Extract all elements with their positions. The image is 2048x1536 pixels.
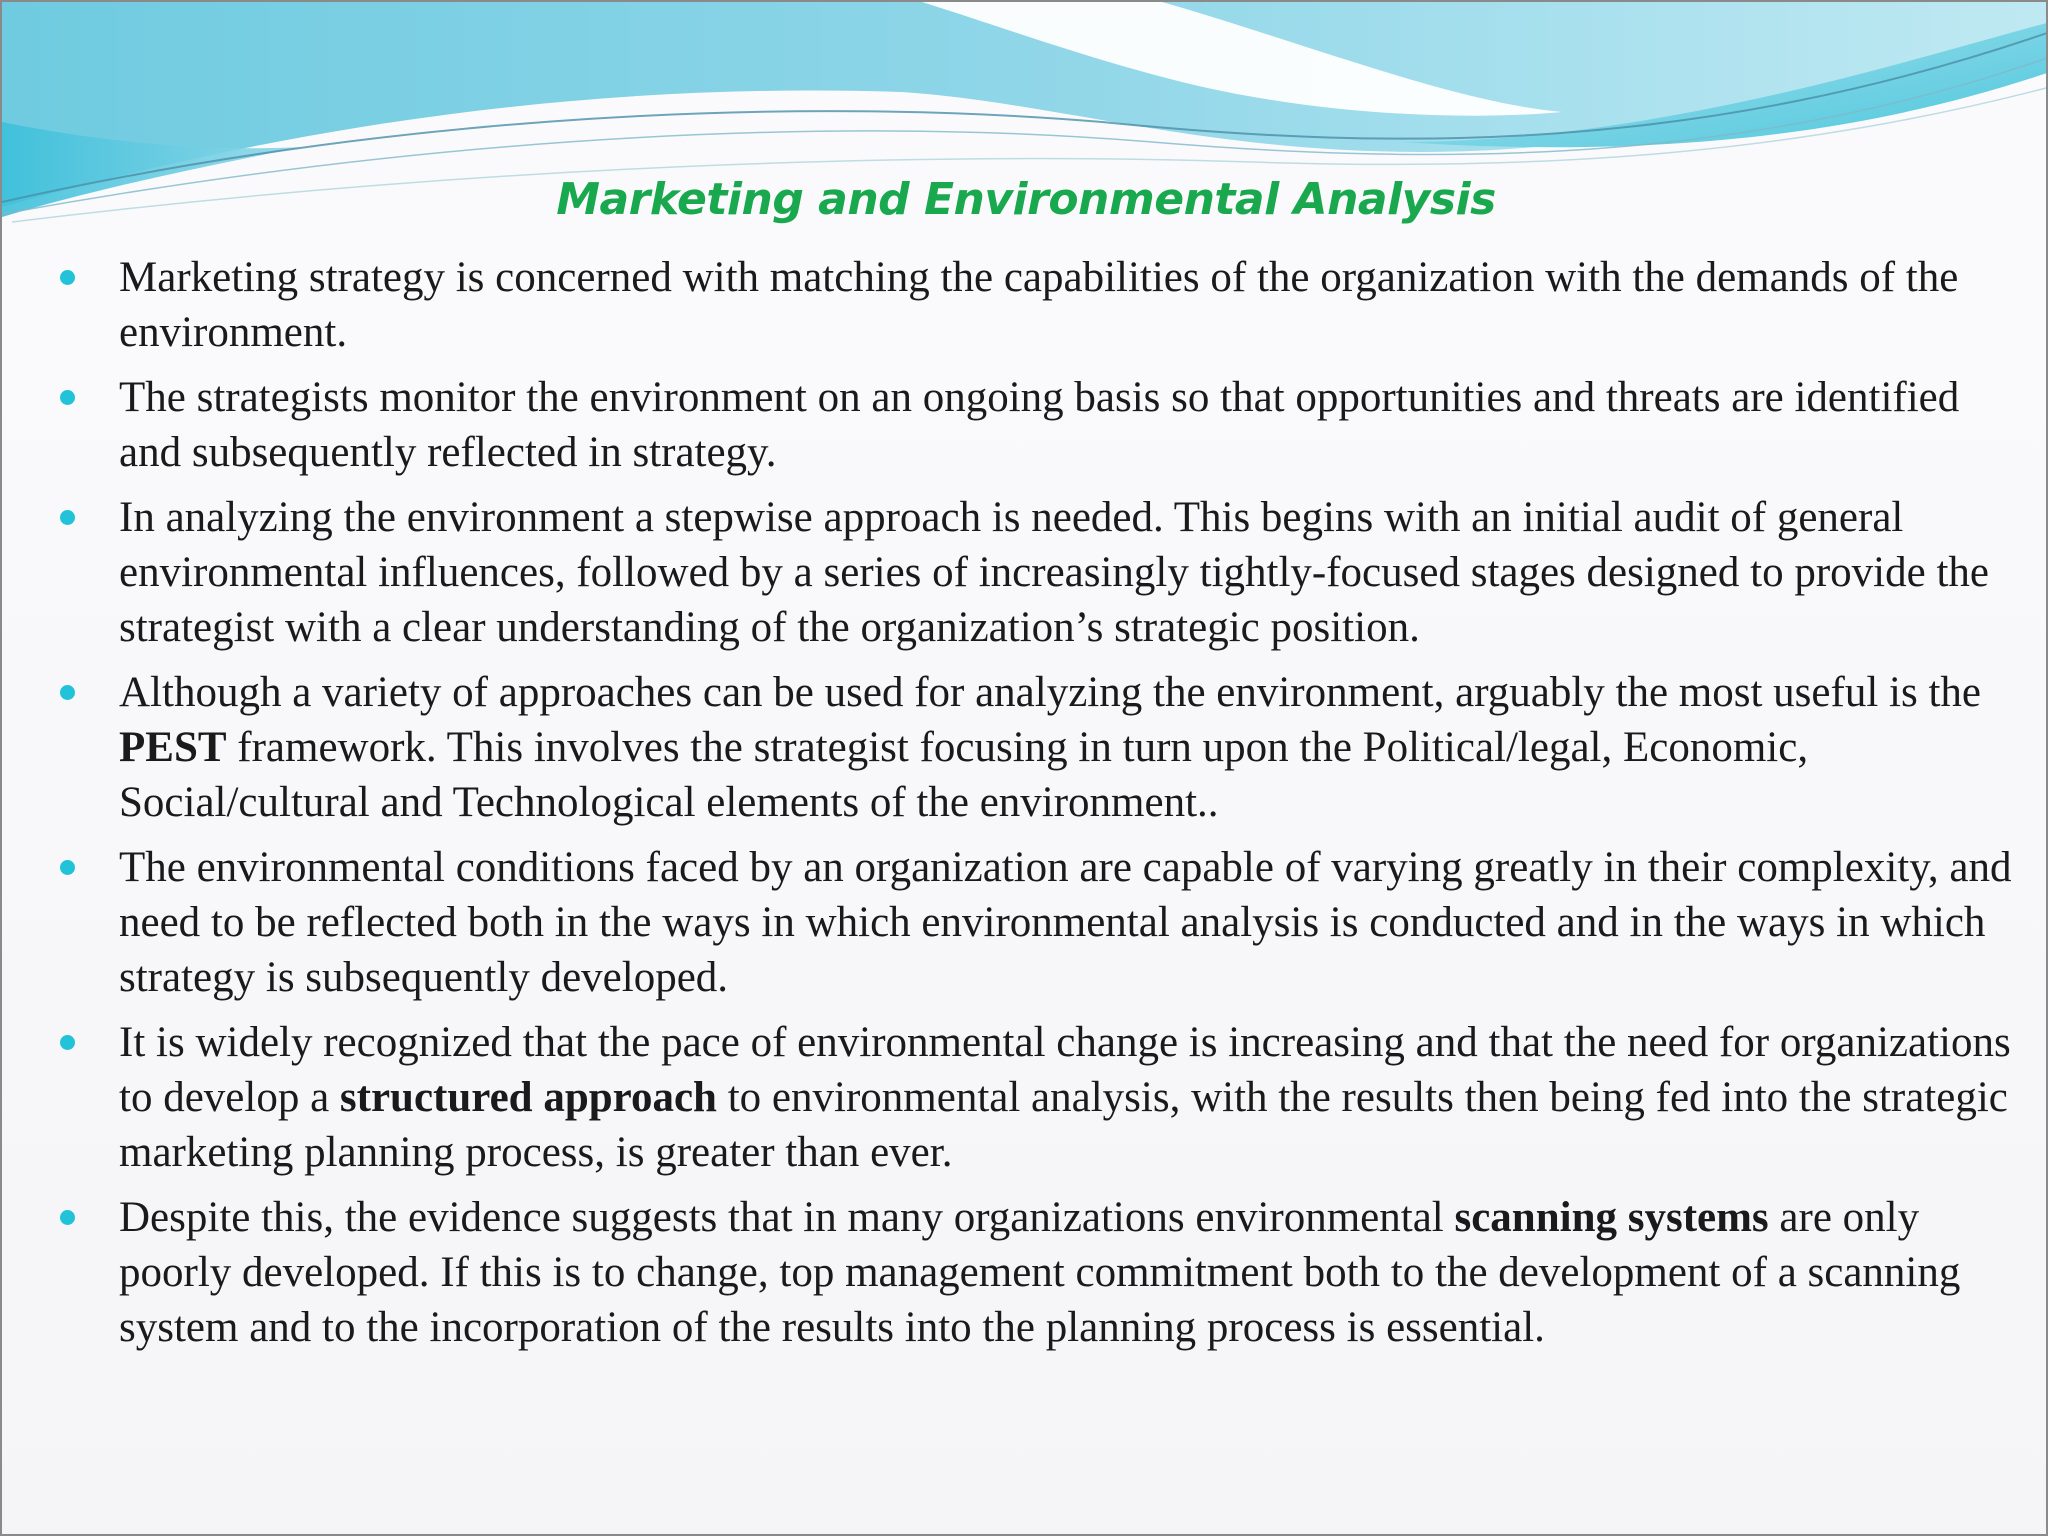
bullet-text: The strategists monitor the environment on an ongoing basis so that opportunities and threats are identified and subsequently reflected in strategy.: [119, 374, 1960, 476]
slide-title: Marketing and Environmental Analysis: [556, 174, 1496, 225]
bullet-item: [2, 840, 2048, 1005]
bullet-text: In analyzing the environment a stepwise approach is needed. This begins with an initial audit of general environmental influences, followed by a series of increasingly tightly-focused stages designed to provide the strategist with a clear understanding of the organization’s strategic position.: [119, 494, 1989, 651]
bullet-text: The environmental conditions faced by an organization are capable of varying greatly in their complexity, and need to be reflected both in the ways in which environmental analysis is conducted and in the ways in which strategy is subsequently developed.: [119, 844, 2012, 1001]
bullet-item: [2, 370, 2048, 480]
bullet-dot-icon: [60, 685, 75, 700]
bullet-dot-icon: [60, 510, 75, 525]
bullet-item: [2, 250, 2048, 360]
bold-term-structured-approach: structured approach: [339, 1074, 717, 1121]
bullet-item: [2, 1190, 2048, 1355]
bullet-text: Despite this, the evidence suggests that in many organizations environmental scanning systems are only poorly developed. If this is to change, top management commitment both to the development of a scanning system and to the incorporation of the results into the planning process is essential.: [119, 1194, 1961, 1351]
bullet-text: Although a variety of approaches can be used for analyzing the environment, arguably the most useful is the PEST framework. This involves the strategist focusing in turn upon the Political/legal, Economic, Social/cultural and Technological elements of the environment..: [119, 669, 1981, 826]
bullet-item: [2, 490, 2048, 655]
bullet-dot-icon: [60, 270, 75, 285]
bullet-item: [2, 1015, 2048, 1180]
bold-term-pest: PEST: [119, 724, 227, 771]
bullet-dot-icon: [60, 390, 75, 405]
bullet-dot-icon: [60, 1210, 75, 1225]
bullet-text: Marketing strategy is concerned with matching the capabilities of the organization with the demands of the environment.: [119, 254, 1959, 356]
bullet-dot-icon: [60, 860, 75, 875]
bullet-item: [2, 665, 2048, 830]
bullet-list: [2, 250, 2048, 1365]
bullet-text: It is widely recognized that the pace of environmental change is increasing and that the need for organizations to develop a structured approach to environmental analysis, with the results then being fed into the strategic marketing planning process, is greater than ever.: [119, 1019, 2011, 1176]
bold-term-scanning-systems: scanning systems: [1454, 1194, 1769, 1241]
bullet-dot-icon: [60, 1035, 75, 1050]
